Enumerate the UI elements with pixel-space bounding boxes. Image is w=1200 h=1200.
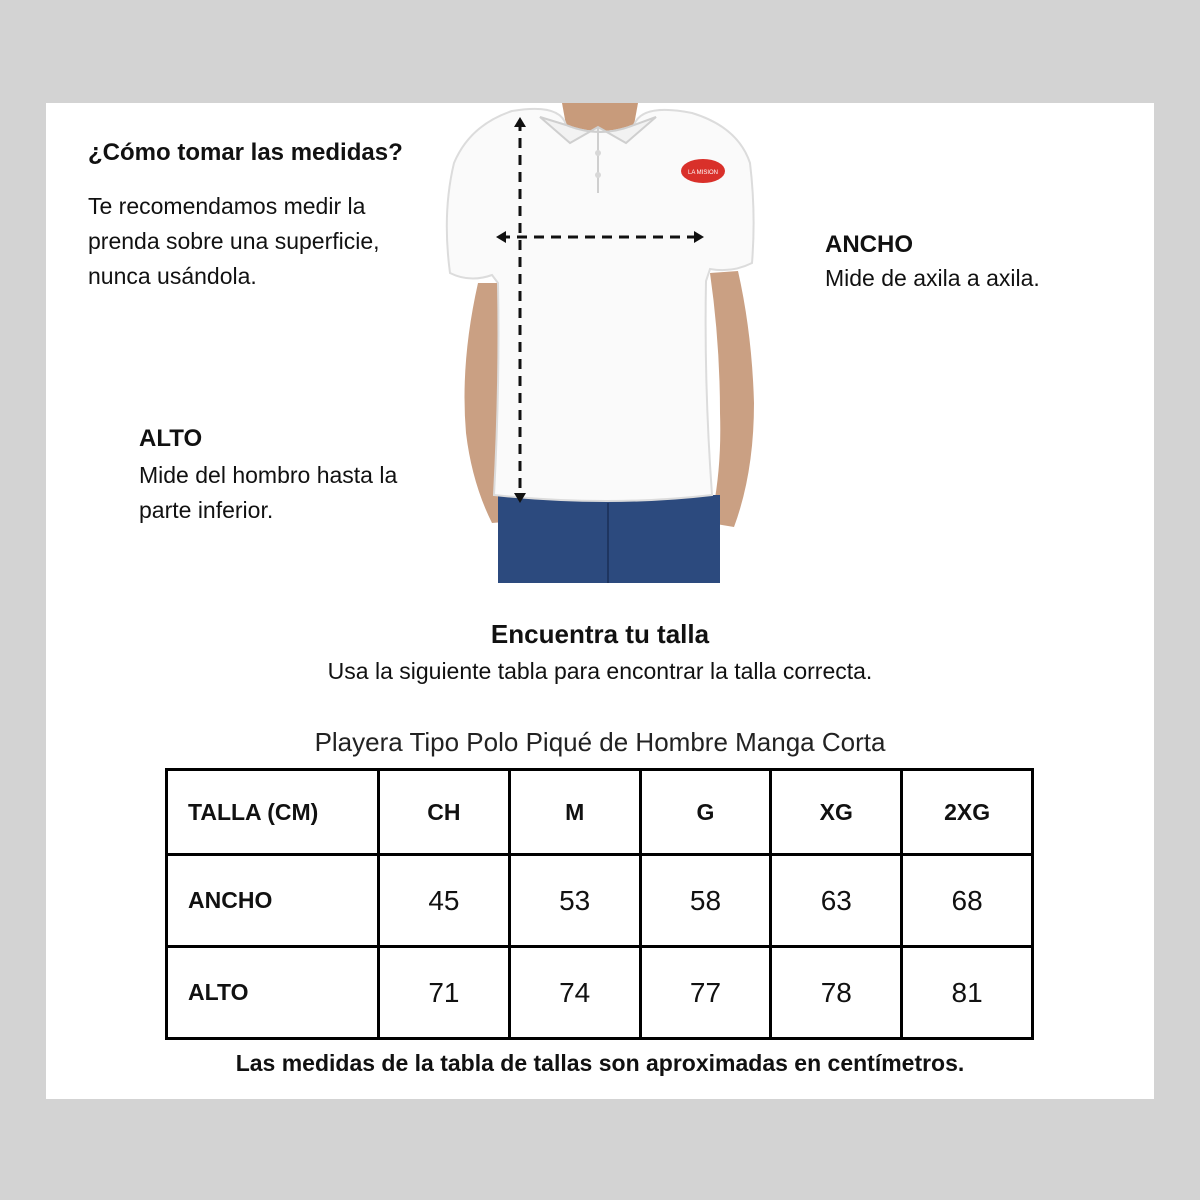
find-size-title: Encuentra tu talla: [490, 619, 710, 649]
table-cell: 74: [509, 947, 640, 1039]
table-header-cell: XG: [771, 770, 902, 855]
size-guide-card: [46, 103, 1154, 1099]
table-cell: 45: [379, 855, 510, 947]
alto-title: ALTO: [139, 425, 203, 452]
table-header-cell: G: [640, 770, 771, 855]
svg-text:LA MISION: LA MISION: [687, 170, 719, 176]
polo-shirt-illustration: [420, 103, 782, 583]
row-label: ALTO: [167, 947, 379, 1039]
howto-body: Te recomendamos medir la prenda sobre una superficie, nunca usándola.: [88, 193, 380, 289]
right-arm: [710, 271, 754, 527]
alto-body: Mide del hombro hasta la parte inferior.: [139, 462, 398, 523]
table-header-cell: M: [509, 770, 640, 855]
ancho-title: ANCHO: [825, 231, 913, 258]
size-table: [165, 768, 1034, 1040]
table-row: [167, 947, 1033, 1039]
howto-title: ¿Cómo tomar las medidas?: [88, 139, 403, 166]
product-title: Playera Tipo Polo Piqué de Hombre Manga Corta: [314, 727, 886, 757]
table-cell: 53: [509, 855, 640, 947]
table-cell: 78: [771, 947, 902, 1039]
table-cell: 63: [771, 855, 902, 947]
table-cell: 58: [640, 855, 771, 947]
table-row: [167, 855, 1033, 947]
table-cell: 71: [379, 947, 510, 1039]
table-cell: 81: [902, 947, 1033, 1039]
table-header-cell: CH: [379, 770, 510, 855]
find-size-body: Usa la siguiente tabla para encontrar la talla correcta.: [327, 658, 873, 684]
ancho-body: Mide de axila a axila.: [825, 265, 1040, 291]
footnote: Las medidas de la tabla de tallas son aproximadas en centímetros.: [235, 1050, 965, 1076]
row-label: ANCHO: [167, 855, 379, 947]
table-cell: 68: [902, 855, 1033, 947]
table-header-cell: 2XG: [902, 770, 1033, 855]
table-header-row: [167, 770, 1033, 855]
table-cell: 77: [640, 947, 771, 1039]
table-header-cell: TALLA (CM): [167, 770, 379, 855]
brand-logo: [681, 159, 725, 183]
